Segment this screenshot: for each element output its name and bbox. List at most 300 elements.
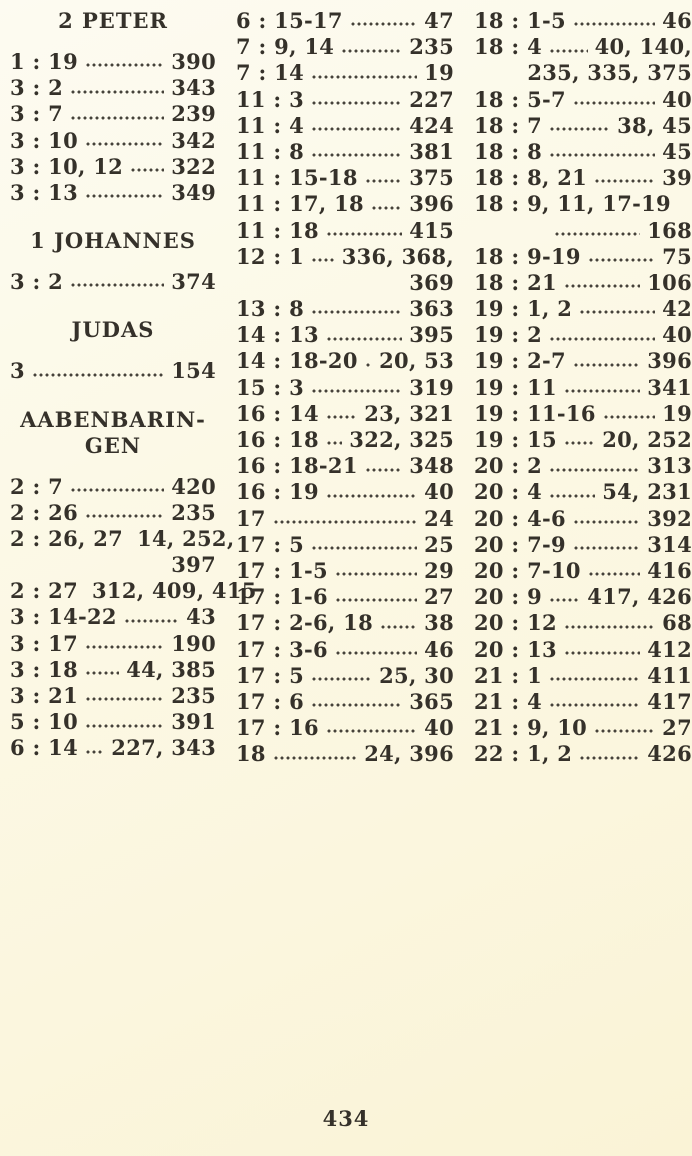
- index-entry: [236, 165, 454, 191]
- dot-leader: [311, 139, 402, 165]
- index-entry: [236, 663, 454, 689]
- dot-leader: [549, 34, 588, 60]
- verse-reference: 17 : 3-6: [236, 636, 328, 662]
- index-entry: [236, 741, 454, 767]
- verse-reference: 17 : 6: [236, 688, 305, 714]
- index-entry: [236, 401, 454, 427]
- index-entry: [236, 60, 454, 86]
- page-refs: 227, 343: [111, 735, 216, 761]
- page-refs: 27: [662, 715, 692, 741]
- index-entry: [236, 584, 454, 610]
- verse-reference: 12 : 1: [236, 243, 305, 269]
- page-refs: 322: [171, 153, 216, 179]
- dot-leader: [335, 637, 417, 663]
- verse-reference: 18 : 8: [474, 138, 543, 164]
- dot-leader: [85, 683, 164, 709]
- dot-leader: [311, 532, 417, 558]
- dot-leader: [549, 663, 640, 689]
- index-entry-continuation: [474, 218, 692, 244]
- index-entry: [474, 532, 692, 558]
- dot-leader: [70, 101, 164, 127]
- verse-reference: 19 : 11: [474, 374, 557, 400]
- section-heading-line: 1 JOHANNES: [30, 228, 196, 254]
- page-refs: 396: [409, 191, 454, 217]
- dot-leader: [85, 709, 164, 735]
- page-refs: 417: [647, 688, 692, 714]
- dot-leader: [311, 689, 402, 715]
- page-refs: 235: [171, 683, 216, 708]
- dot-leader: [335, 558, 417, 584]
- dot-leader: [678, 191, 685, 217]
- verse-reference: 3 : 13: [10, 179, 79, 205]
- index-entry: [474, 637, 692, 663]
- index-entry: [10, 657, 216, 683]
- index-entry: [474, 296, 692, 322]
- page-number: 434: [322, 1106, 370, 1131]
- dot-leader: [85, 500, 164, 526]
- index-entry: [474, 87, 692, 113]
- verse-reference: 22 : 1, 2: [474, 741, 573, 767]
- index-entry: [236, 296, 454, 322]
- dot-leader: [17, 552, 164, 578]
- index-entry: [474, 34, 692, 60]
- verse-reference: 17 : 5: [236, 662, 305, 688]
- verse-reference: 15 : 3: [236, 374, 305, 400]
- index-entry: [236, 218, 454, 244]
- index-entry: [10, 180, 216, 206]
- verse-reference: 18: [236, 741, 266, 767]
- page-refs: 235: [171, 499, 216, 525]
- page-refs: 190: [171, 630, 216, 656]
- dot-leader: [85, 128, 164, 154]
- verse-reference: 19 : 1, 2: [474, 296, 573, 322]
- page-refs: 46: [662, 8, 692, 33]
- verse-reference: 17 : 1-5: [236, 557, 328, 583]
- dot-leader: [326, 427, 342, 453]
- page-refs: 24: [424, 505, 454, 531]
- verse-reference: 1 : 19: [10, 49, 79, 74]
- index-entry: [474, 8, 692, 34]
- index-entry: [474, 244, 692, 270]
- verse-reference: 2 : 27: [10, 578, 79, 604]
- dot-leader: [594, 165, 655, 191]
- verse-reference: 13 : 8: [236, 296, 305, 322]
- index-entry: [474, 610, 692, 636]
- page-refs: 341: [647, 374, 692, 400]
- verse-reference: 19 : 2-7: [474, 348, 566, 374]
- dot-leader: [549, 584, 580, 610]
- verse-reference: 17: [236, 505, 266, 531]
- verse-reference: 16 : 19: [236, 479, 319, 505]
- index-entry: [474, 139, 692, 165]
- dot-leader: [326, 479, 417, 505]
- page-refs: 154: [171, 358, 216, 384]
- index-entry: [236, 532, 454, 558]
- index-entry: [236, 610, 454, 636]
- page-refs: 40: [662, 86, 692, 112]
- dot-leader: [573, 532, 640, 558]
- page-refs: 397: [171, 552, 216, 578]
- dot-leader: [549, 453, 640, 479]
- index-column: [10, 8, 257, 767]
- page-refs: 363: [409, 296, 454, 322]
- dot-leader: [380, 610, 417, 636]
- index-entry: [236, 479, 454, 505]
- dot-leader: [573, 348, 640, 374]
- index-entry: [236, 191, 454, 217]
- page-refs: 319: [409, 374, 454, 400]
- verse-reference: 3 : 21: [10, 683, 79, 708]
- page-refs: 312, 409, 415: [92, 578, 257, 604]
- dot-leader: [564, 610, 655, 636]
- page-refs: 14, 252,: [137, 525, 235, 551]
- page-refs: 106: [647, 269, 692, 295]
- index-entry: [236, 139, 454, 165]
- page-refs: 44, 385: [126, 656, 216, 682]
- verse-reference: 21 : 4: [474, 688, 543, 714]
- verse-reference: 18 : 8, 21: [474, 165, 588, 191]
- page-refs: 411: [647, 662, 692, 688]
- verse-reference: 20 : 4-6: [474, 505, 566, 531]
- page-refs: 342: [171, 127, 216, 153]
- section-heading-line: AABENBARIN-: [20, 406, 206, 432]
- page-refs: 19: [424, 60, 454, 86]
- page-refs: 396: [647, 348, 692, 374]
- verse-reference: 19 : 11-16: [474, 400, 596, 426]
- verse-reference: 3 : 14-22: [10, 604, 117, 630]
- dot-leader: [564, 375, 640, 401]
- verse-reference: 20 : 12: [474, 610, 557, 636]
- section-heading-line: JUDAS: [71, 317, 155, 343]
- section-heading-line: 2 PETER: [58, 8, 168, 33]
- page-refs: 420: [171, 473, 216, 499]
- dot-leader: [365, 165, 402, 191]
- verse-reference: 7 : 14: [236, 60, 305, 86]
- index-entry: [236, 34, 454, 60]
- dot-leader: [311, 296, 402, 322]
- verse-reference: 3 : 7: [10, 101, 64, 127]
- index-entry: [10, 525, 235, 552]
- index-entry-continuation: [474, 60, 692, 86]
- index-entry: [474, 741, 692, 767]
- dot-leader: [335, 584, 417, 610]
- verse-reference: 11 : 15-18: [236, 165, 358, 191]
- verse-reference: 3 : 17: [10, 630, 79, 656]
- verse-reference: 3 : 2: [10, 269, 64, 295]
- verse-reference: 11 : 4: [236, 112, 305, 138]
- index-entry: [10, 683, 216, 709]
- index-entry: [474, 191, 692, 217]
- page-refs: 40, 140,: [594, 34, 692, 60]
- dot-leader: [311, 113, 402, 139]
- dot-leader: [311, 244, 335, 270]
- index-entry: [474, 584, 692, 610]
- index-entry-continuation: [10, 552, 216, 578]
- index-entry: [10, 101, 216, 127]
- section-heading: [10, 317, 216, 343]
- dot-leader: [350, 8, 417, 34]
- verse-reference: 11 : 8: [236, 138, 305, 164]
- dot-leader: [311, 375, 402, 401]
- index-entry: [474, 113, 692, 139]
- index-entry: [474, 322, 692, 348]
- index-entry: [474, 427, 692, 453]
- verse-reference: 18 : 7: [474, 112, 543, 138]
- dot-leader: [549, 113, 610, 139]
- index-entry: [236, 506, 454, 532]
- index-entry: [236, 558, 454, 584]
- index-entry: [10, 735, 216, 761]
- page-refs: 314: [647, 531, 692, 557]
- dot-leader: [85, 180, 164, 206]
- verse-reference: 2 : 7: [10, 473, 64, 499]
- page-refs: 39: [662, 165, 692, 191]
- verse-reference: 20 : 4: [474, 479, 543, 505]
- section-heading: [10, 228, 216, 254]
- index-column: [474, 8, 692, 767]
- dot-leader: [573, 506, 640, 532]
- index-entry: [236, 689, 454, 715]
- page-refs: 375: [409, 165, 454, 191]
- index-entry: [474, 348, 692, 374]
- page-refs: 374: [171, 269, 216, 295]
- page-refs: 322, 325: [349, 427, 454, 452]
- dot-leader: [70, 75, 164, 101]
- dot-leader: [588, 558, 640, 584]
- verse-reference: 16 : 18-21: [236, 453, 358, 479]
- dot-leader: [341, 34, 402, 60]
- verse-reference: 18 : 5-7: [474, 86, 566, 112]
- index-entry: [10, 631, 216, 657]
- page-refs: 392: [647, 505, 692, 531]
- index-entry: [10, 269, 216, 295]
- verse-reference: 17 : 16: [236, 715, 319, 741]
- verse-reference: 6 : 14: [10, 735, 79, 761]
- dot-leader: [603, 401, 655, 427]
- page-refs: 45: [662, 138, 692, 164]
- page-refs: 40: [662, 322, 692, 348]
- page-refs: 19: [662, 400, 692, 426]
- index-entry: [236, 637, 454, 663]
- page-refs: 412: [647, 636, 692, 662]
- page-refs: 417, 426: [587, 584, 692, 610]
- dot-leader: [326, 322, 402, 348]
- verse-reference: 3 : 2: [10, 75, 64, 101]
- dot-leader: [273, 506, 417, 532]
- verse-reference: 7 : 9, 14: [236, 34, 335, 60]
- index-entry: [236, 8, 454, 34]
- verse-reference: 20 : 7-9: [474, 531, 566, 557]
- page-refs: 349: [171, 179, 216, 205]
- verse-reference: 20 : 2: [474, 453, 543, 479]
- page-refs: 43: [186, 604, 216, 630]
- dot-leader: [70, 269, 164, 295]
- index-entry: [236, 87, 454, 113]
- index-entry: [236, 348, 454, 374]
- index-entry: [236, 715, 454, 741]
- dot-leader: [564, 427, 595, 453]
- page-refs: 381: [409, 138, 454, 164]
- dot-leader: [579, 741, 640, 767]
- index-entry: [474, 558, 692, 584]
- dot-leader: [326, 218, 402, 244]
- verse-reference: 20 : 13: [474, 636, 557, 662]
- verse-reference: 11 : 3: [236, 86, 305, 112]
- page-refs: 336, 368,: [341, 243, 454, 269]
- verse-reference: 5 : 10: [10, 709, 79, 735]
- verse-reference: 3 : 18: [10, 656, 79, 682]
- verse-reference: 16 : 18: [236, 427, 319, 452]
- index-entry-continuation: [236, 270, 454, 296]
- dot-leader: [554, 218, 640, 244]
- page-refs: 47: [424, 8, 454, 33]
- page-refs: 68: [662, 610, 692, 636]
- verse-reference: 11 : 17, 18: [236, 191, 364, 217]
- verse-reference: 20 : 7-10: [474, 557, 581, 583]
- dot-leader: [243, 270, 402, 296]
- section-heading: [10, 407, 216, 459]
- section-heading-line: GEN: [84, 432, 142, 458]
- page-refs: 168: [647, 217, 692, 243]
- page-refs: 23, 321: [364, 400, 454, 426]
- page-refs: 235: [409, 34, 454, 60]
- page-refs: 40: [424, 479, 454, 505]
- page-refs: 348: [409, 453, 454, 479]
- page-refs: 27: [424, 584, 454, 610]
- page-refs: 239: [171, 101, 216, 127]
- dot-leader: [365, 348, 372, 374]
- verse-reference: 3 : 10: [10, 127, 79, 153]
- page-refs: 235, 335, 375: [527, 60, 692, 86]
- verse-reference: 17 : 5: [236, 531, 305, 557]
- index-entry: [236, 427, 454, 453]
- index-entry: [10, 578, 257, 604]
- dot-leader: [326, 715, 417, 741]
- verse-reference: 20 : 9: [474, 584, 543, 610]
- index-entry: [10, 474, 216, 500]
- index-entry: [474, 689, 692, 715]
- verse-reference: 18 : 4: [474, 34, 543, 60]
- page-refs: 29: [424, 557, 454, 583]
- index-entry: [474, 663, 692, 689]
- page-refs: 42: [662, 296, 692, 322]
- dot-leader: [481, 60, 520, 86]
- index-entry: [10, 709, 216, 735]
- dot-leader: [573, 8, 655, 34]
- page-refs: 391: [171, 709, 216, 735]
- page-refs: 343: [171, 75, 216, 101]
- verse-reference: 19 : 15: [474, 427, 557, 452]
- page-refs: 424: [409, 112, 454, 138]
- index-entry: [236, 322, 454, 348]
- verse-reference: 16 : 14: [236, 400, 319, 426]
- dot-leader: [85, 49, 164, 75]
- index-entry: [474, 479, 692, 505]
- index-entry: [474, 165, 692, 191]
- verse-reference: 14 : 13: [236, 322, 319, 348]
- page-refs: 313: [647, 453, 692, 479]
- page-refs: 75: [662, 243, 692, 269]
- page-refs: 25, 30: [379, 662, 454, 688]
- page-refs: 40: [424, 715, 454, 741]
- dot-leader: [371, 191, 402, 217]
- verse-reference: 18 : 9-19: [474, 243, 581, 269]
- index-entry: [236, 453, 454, 479]
- page-refs: 54, 231: [602, 479, 692, 505]
- index-entry: [236, 113, 454, 139]
- index-entry: [10, 75, 216, 101]
- verse-reference: 3: [10, 358, 25, 384]
- dot-leader: [365, 453, 402, 479]
- dot-leader: [32, 358, 164, 384]
- index-entry: [474, 453, 692, 479]
- verse-reference: 2 : 26, 27: [10, 525, 124, 551]
- verse-reference: 6 : 15-17: [236, 8, 343, 33]
- dot-leader: [564, 637, 640, 663]
- dot-leader: [573, 87, 655, 113]
- dot-leader: [85, 735, 104, 761]
- index-entry: [10, 49, 216, 75]
- section-heading: [10, 8, 216, 34]
- dot-leader: [124, 604, 179, 630]
- page-refs: 38, 45: [617, 112, 692, 138]
- index-entry: [474, 270, 692, 296]
- page-refs: 24, 396: [364, 741, 454, 767]
- page-refs: 227: [409, 86, 454, 112]
- page-refs: 369: [409, 269, 454, 295]
- index-entry: [10, 154, 216, 180]
- verse-reference: 2 : 26: [10, 499, 79, 525]
- index-column: [236, 8, 454, 767]
- index-entry: [10, 358, 216, 384]
- dot-leader: [130, 154, 164, 180]
- verse-reference: 3 : 10, 12: [10, 153, 124, 179]
- dot-leader: [549, 479, 595, 505]
- page-refs: 38: [424, 610, 454, 636]
- dot-leader: [326, 401, 357, 427]
- index-entry: [10, 604, 216, 630]
- dot-leader: [594, 715, 655, 741]
- index-entry: [10, 128, 216, 154]
- dot-leader: [549, 689, 640, 715]
- verse-reference: 17 : 2-6, 18: [236, 610, 373, 636]
- page-refs: 426: [647, 741, 692, 767]
- verse-reference: 21 : 9, 10: [474, 715, 588, 741]
- index-entry: [474, 401, 692, 427]
- page-refs: 416: [647, 557, 692, 583]
- dot-leader: [564, 270, 640, 296]
- verse-reference: 18 : 21: [474, 269, 557, 295]
- page-refs: 46: [424, 636, 454, 662]
- page-refs: 390: [171, 49, 216, 74]
- dot-leader: [311, 663, 372, 689]
- page-refs: 365: [409, 688, 454, 714]
- verse-reference: 19 : 2: [474, 322, 543, 348]
- index-entry: [474, 715, 692, 741]
- dot-leader: [311, 87, 402, 113]
- dot-leader: [311, 60, 417, 86]
- verse-reference: 21 : 1: [474, 662, 543, 688]
- verse-reference: 18 : 9, 11, 17-19: [474, 191, 671, 217]
- index-entry: [10, 500, 216, 526]
- index-entry: [474, 506, 692, 532]
- index-entry: [474, 375, 692, 401]
- page-refs: 395: [409, 322, 454, 348]
- dot-leader: [70, 474, 164, 500]
- verse-reference: 11 : 18: [236, 217, 319, 243]
- dot-leader: [549, 139, 655, 165]
- verse-reference: 18 : 1-5: [474, 8, 566, 33]
